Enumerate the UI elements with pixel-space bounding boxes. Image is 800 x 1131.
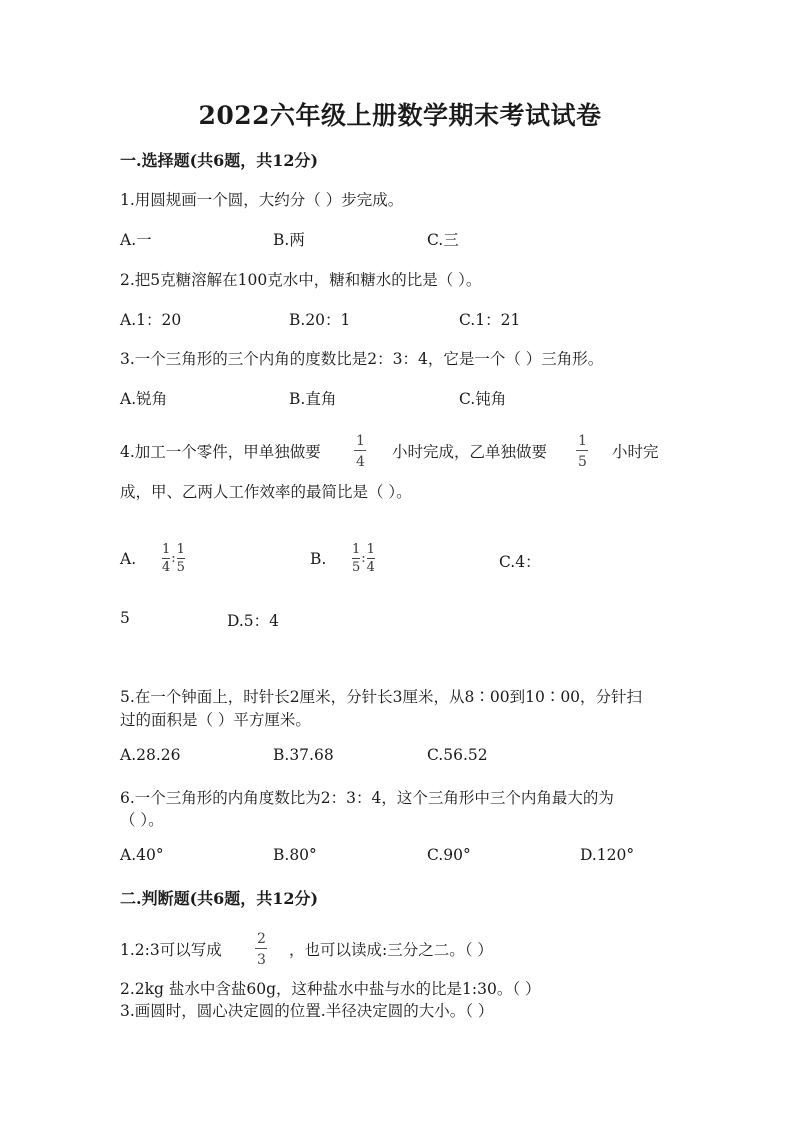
q6-option-d: D.120° xyxy=(580,846,635,864)
q4-option-c-part1: C.4： xyxy=(499,553,541,571)
judgement-2: 2.2kg 盐水中含盐60g，这种盐水中盐与水的比是1:30。（ ） xyxy=(120,980,541,998)
question-3: 3.一个三角形的三个内角的度数比是2：3：4，它是一个（ ）三角形。 xyxy=(120,350,604,368)
q6-option-c: C.90° xyxy=(427,846,471,864)
q6-option-b: B.80° xyxy=(273,846,317,864)
page-title: 2022六年级上册数学期末考试试卷 xyxy=(198,101,602,130)
fraction-numerator: 1 xyxy=(162,542,171,557)
q4-fraction-1 xyxy=(354,434,367,469)
q2-option-c: C.1：21 xyxy=(459,311,521,329)
q5-option-c: C.56.52 xyxy=(427,746,488,764)
q6-option-a: A.40° xyxy=(120,846,164,864)
fraction-denominator: 4 xyxy=(366,560,375,575)
q5-option-b: B.37.68 xyxy=(273,746,334,764)
ratio-right-fraction xyxy=(177,543,185,574)
ratio-right-fraction xyxy=(367,543,375,574)
fraction-numerator: 2 xyxy=(257,931,266,947)
fraction-numerator: 1 xyxy=(578,433,587,449)
fraction-numerator: 1 xyxy=(352,542,361,557)
q3-option-a: A.锐角 xyxy=(120,390,168,408)
ratio-colon: : xyxy=(361,551,366,566)
ratio-left-fraction xyxy=(162,543,170,574)
fraction-denominator: 5 xyxy=(176,560,185,575)
question-1: 1.用圆规画一个圆，大约分（ ）步完成。 xyxy=(120,191,404,209)
q4-option-a-label: A. xyxy=(120,550,137,568)
q3-option-b: B.直角 xyxy=(289,390,337,408)
fraction-bar xyxy=(162,558,170,559)
q4-option-b-label: B. xyxy=(310,550,327,568)
q2-option-b: B.20：1 xyxy=(289,311,351,329)
q5-option-a: A.28.26 xyxy=(120,746,181,764)
section-heading-choice: 一.选择题(共6题，共12分) xyxy=(120,151,319,170)
judgement-1-part2: ，也可以读成:三分之二。（ ） xyxy=(289,941,493,959)
question-4-part2: 小时完成，乙单独做要 xyxy=(392,443,548,461)
fraction-denominator: 4 xyxy=(356,454,365,470)
ratio-colon: : xyxy=(171,551,176,566)
q4-fraction-2 xyxy=(576,434,589,469)
judgement-1-fraction xyxy=(255,932,268,967)
question-5-line2: 过的面积是（ ）平方厘米。 xyxy=(120,711,311,729)
q4-option-b-ratio xyxy=(352,543,375,574)
q4-option-d: D.5：4 xyxy=(227,612,280,630)
fraction-denominator: 4 xyxy=(162,560,171,575)
question-6-line2: （ ）。 xyxy=(120,811,164,829)
fraction-numerator: 1 xyxy=(356,433,365,449)
fraction-bar xyxy=(367,558,375,559)
fraction-numerator: 1 xyxy=(366,542,375,557)
q4-option-a-ratio xyxy=(162,543,185,574)
q1-option-a: A.一 xyxy=(120,231,152,249)
q1-option-b: B.两 xyxy=(273,231,305,249)
question-4-line2: 成，甲、乙两人工作效率的最简比是（ ）。 xyxy=(120,483,412,501)
judgement-1-part1: 1.2:3可以写成 xyxy=(120,941,222,959)
fraction-denominator: 5 xyxy=(352,560,361,575)
fraction-bar xyxy=(177,558,185,559)
judgement-3: 3.画圆时，圆心决定圆的位置.半径决定圆的大小。（ ） xyxy=(120,1002,494,1020)
question-4-part1: 4.加工一个零件，甲单独做要 xyxy=(120,443,321,461)
q3-option-c: C.钝角 xyxy=(459,390,507,408)
question-6-line1: 6.一个三角形的内角度数比为2：3：4，这个三角形中三个内角最大的为 xyxy=(120,789,614,807)
section-heading-judgement: 二.判断题(共6题，共12分) xyxy=(120,889,319,908)
ratio-left-fraction xyxy=(352,543,360,574)
fraction-numerator: 1 xyxy=(176,542,185,557)
q4-option-c-part2: 5 xyxy=(120,609,130,627)
q1-option-c: C.三 xyxy=(427,231,459,249)
fraction-denominator: 5 xyxy=(578,454,587,470)
fraction-bar xyxy=(352,558,360,559)
question-5-line1: 5.在一个钟面上，时针长2厘米，分针长3厘米，从8∶00到10∶00，分针扫 xyxy=(120,688,643,706)
question-2: 2.把5克糖溶解在100克水中，糖和糖水的比是（ ）。 xyxy=(120,271,482,289)
question-4-part3: 小时完 xyxy=(612,443,659,461)
q2-option-a: A.1：20 xyxy=(120,311,182,329)
fraction-denominator: 3 xyxy=(257,952,266,968)
